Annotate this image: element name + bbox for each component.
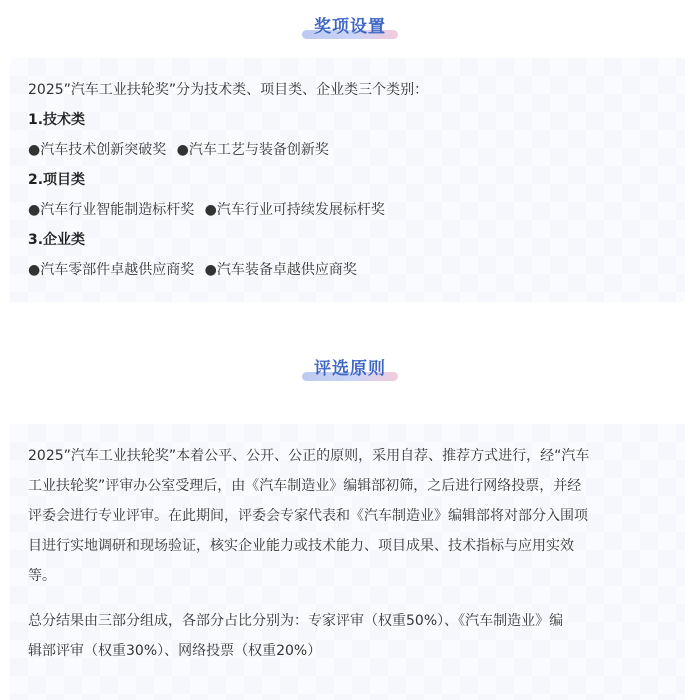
award-item: ●汽车工艺与装备创新奖: [176, 142, 329, 158]
selection-heading-wrap: [310, 354, 390, 379]
paragraph-line: 目进行实地调研和现场验证，核实企业能力或技术能力、项目成果、技术指标与应用实效: [28, 538, 574, 554]
awards-heading-text: 奖项设置: [314, 17, 386, 37]
award-item: ●汽车行业可持续发展标杆奖: [204, 202, 385, 218]
paragraph-line: 等。: [28, 568, 56, 584]
award-item: ●汽车零部件卓越供应商奖: [28, 262, 195, 278]
awards-panel: [10, 58, 685, 302]
award-item: ●汽车装备卓越供应商奖: [204, 262, 357, 278]
category-title-tech: 1.技术类: [28, 112, 86, 128]
award-item: ●汽车技术创新突破奖: [28, 142, 167, 158]
category-items-enterprise: [28, 260, 667, 280]
awards-heading-wrap: [310, 12, 390, 37]
paragraph-line: 工业扶轮奖”评审办公室受理后，由《汽车制造业》编辑部初筛，之后进行网络投票，并经: [28, 478, 582, 494]
paragraph-line: 2025”汽车工业扶轮奖”本着公平、公开、公正的原则，采用自荐、推荐方式进行，经“汽车: [28, 448, 590, 464]
selection-paragraph-2: [28, 606, 671, 666]
selection-paragraph-1: [28, 441, 671, 591]
category-title-project: 2.项目类: [28, 172, 86, 188]
selection-heading: [0, 354, 700, 379]
selection-heading-text: 评选原则: [314, 359, 386, 379]
award-item: ●汽车行业智能制造标杆奖: [28, 202, 195, 218]
category-items-project: [28, 200, 667, 220]
selection-panel: [10, 424, 685, 700]
category-items-tech: [28, 140, 667, 160]
awards-heading: [0, 12, 700, 37]
paragraph-line: 辑部评审（权重30%）、网络投票（权重20%）: [28, 643, 322, 659]
awards-intro: 2025”汽车工业扶轮奖”分为技术类、项目类、企业类三个类别：: [28, 82, 429, 98]
paragraph-line: 总分结果由三部分组成，各部分占比分别为：专家评审（权重50%）、《汽车制造业》编: [28, 613, 564, 629]
paragraph-line: 评委会进行专业评审。在此期间，评委会专家代表和《汽车制造业》编辑部将对部分入围项: [28, 508, 588, 524]
category-title-enterprise: 3.企业类: [28, 232, 86, 248]
